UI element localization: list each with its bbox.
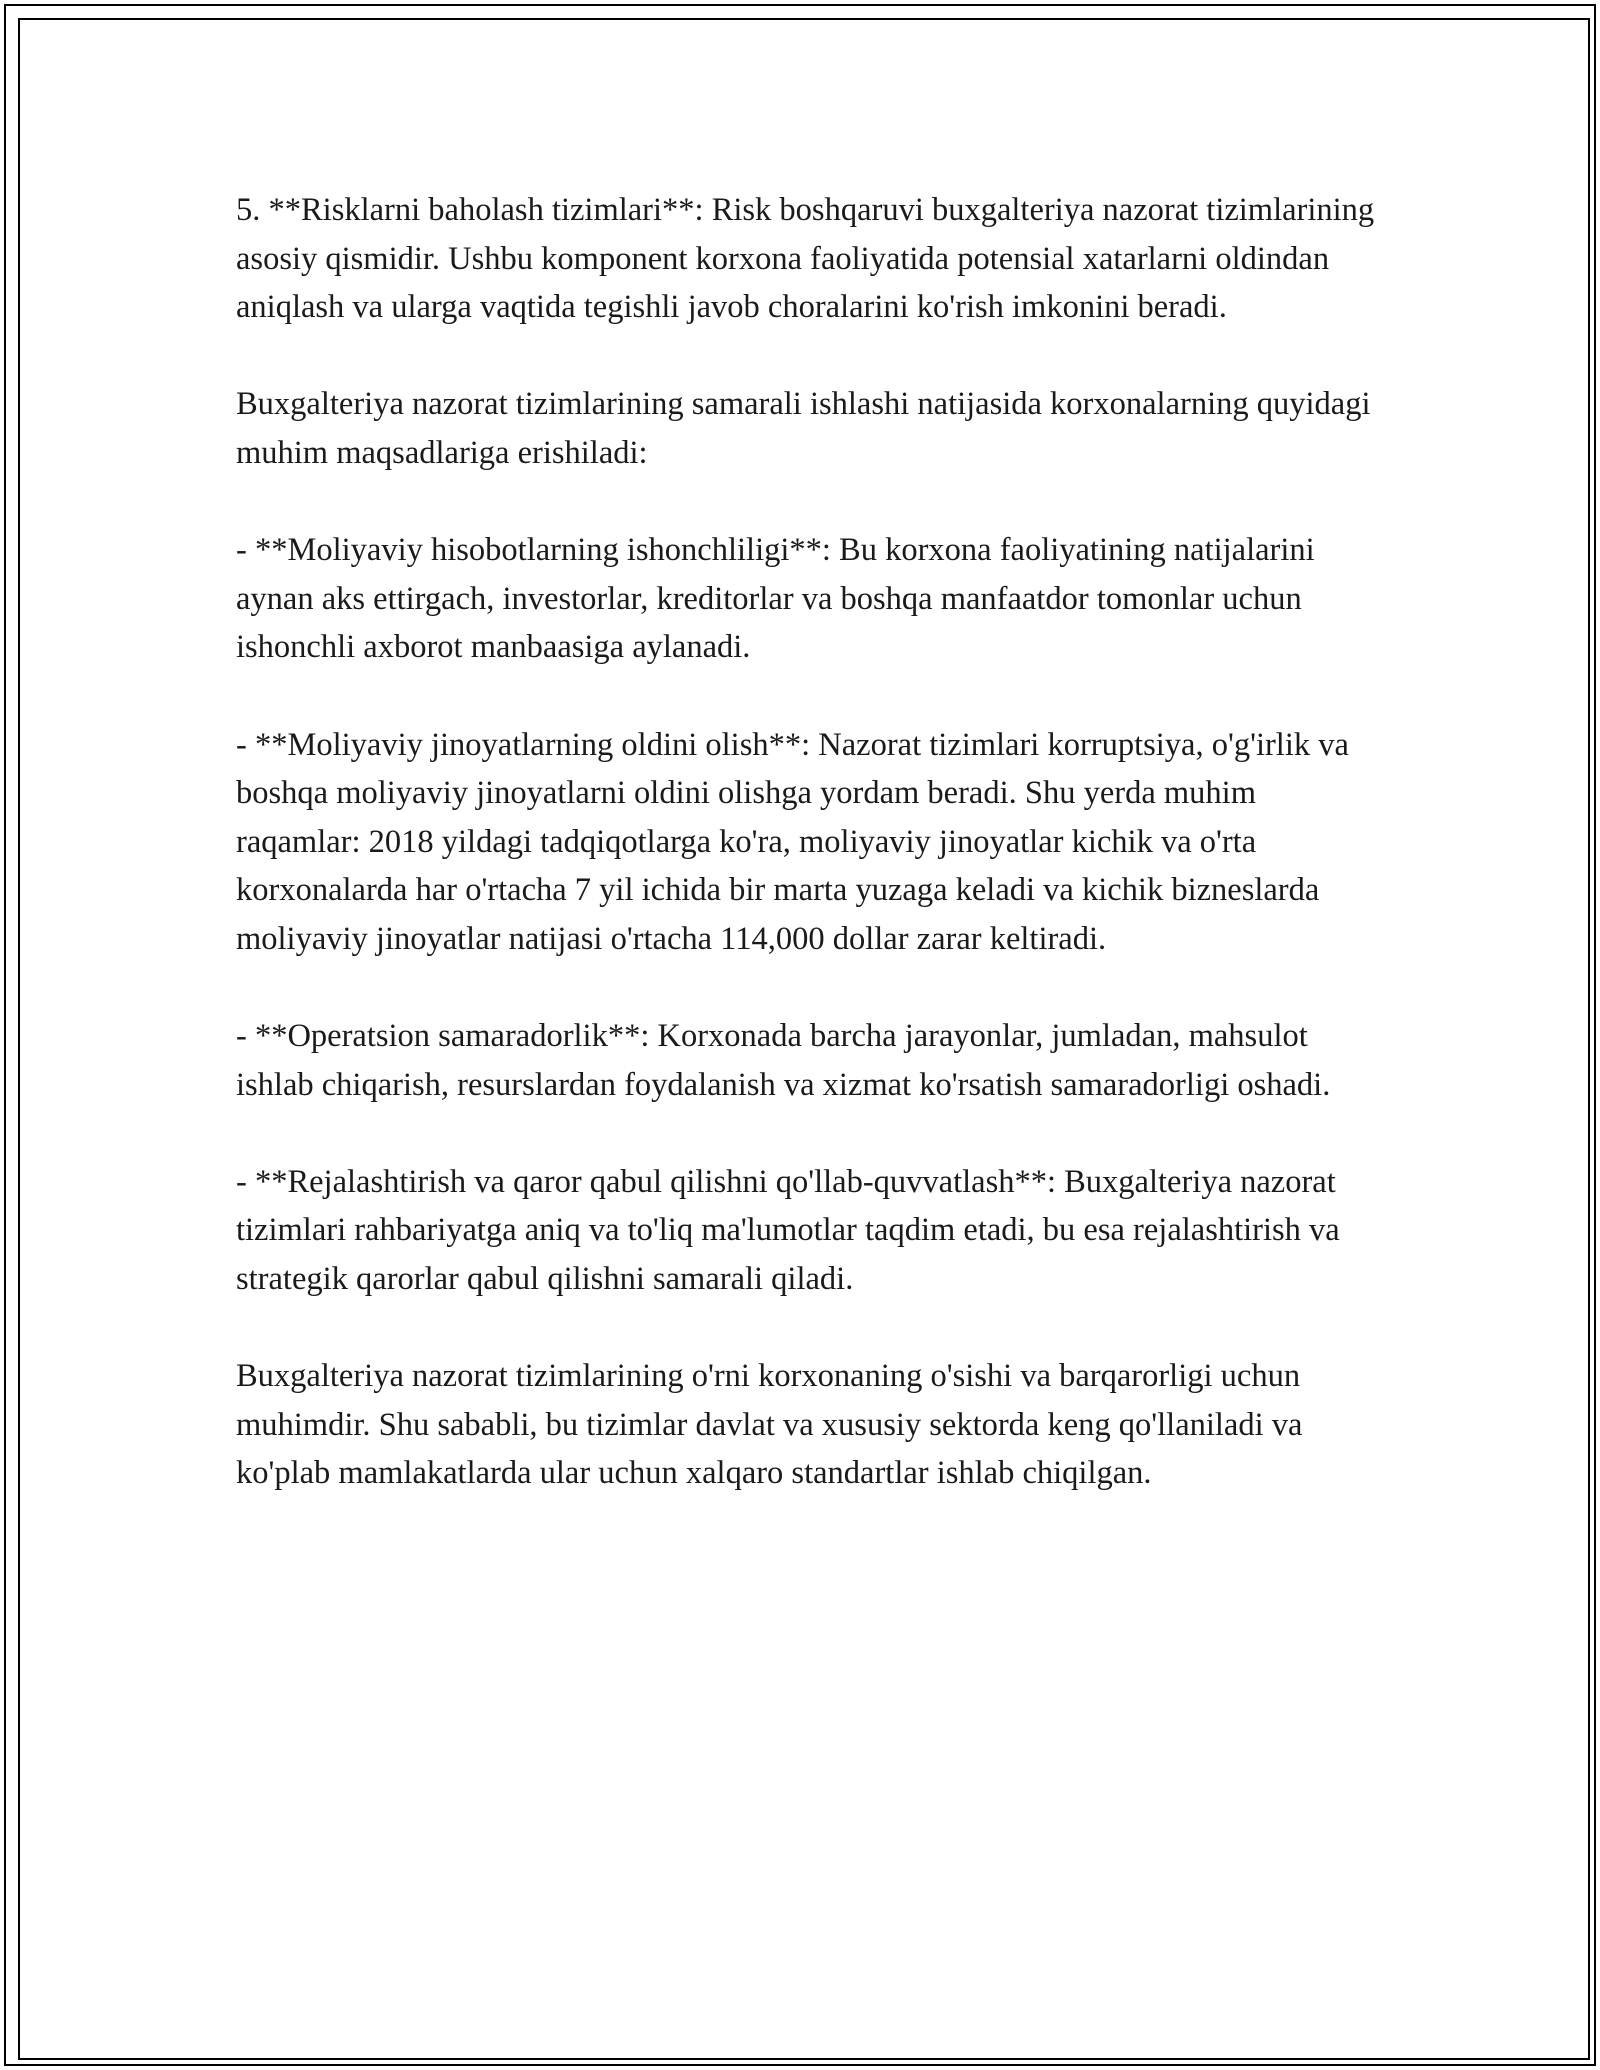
- paragraph-risk-assessment: 5. **Risklarni baholash tizimlari**: Risk boshqaruvi buxgalteriya nazorat tizimlarining asosiy qismidir. Ushbu komponent korxona faoliyatida potensial xatarlarni oldindan aniqlash va ularga vaqtida tegishli javob choralarini ko'rish imkonini beradi.: [236, 192, 1375, 326]
- paragraph-planning-support: - **Rejalashtirish va qaror qabul qilishni qo'llab-quvvatlash**: Buxgalteriya nazorat tizimlari rahbariyatga aniq va to'liq ma'lumotlar taqdim etadi, bu esa rejalashtirish va strategik qarorlar qabul qilishni samarali qiladi.: [236, 1163, 1340, 1298]
- document-body: [236, 186, 1376, 1547]
- paragraph-conclusion: Buxgalteriya nazorat tizimlarining o'rni korxonaning o'sishi va barqarorligi uchun muhimdir. Shu sababli, bu tizimlar davlat va xususiy sektorda keng qo'llaniladi va ko'plab mamlakatlarda ular uchun xalqaro standartlar ishlab chiqilgan.: [236, 1358, 1303, 1492]
- paragraph-financial-reporting: - **Moliyaviy hisobotlarning ishonchliligi**: Bu korxona faoliyatining natijalarini aynan aks ettirgach, investorlar, kreditorlar va boshqa manfaatdor tomonlar uchun ishonchli axborot manbaasiga aylanadi.: [236, 532, 1315, 666]
- paragraph-fraud-prevention: - **Moliyaviy jinoyatlarning oldini olish**: Nazorat tizimlari korruptsiya, o'g'irlik va boshqa moliyaviy jinoyatlarni oldini olishga yordam beradi. Shu yerda muhim raqamlar: 2018 yildagi tadqiqotlarga ko'ra, moliyaviy jinoyatlar kichik va o'rta korxonalarda har o'rtacha 7 yil ichida bir marta yuzaga keladi va kichik bizneslarda moliyaviy jinoyatlar natijasi o'rtacha 114,000 dollar zarar keltiradi.: [236, 726, 1349, 957]
- paragraph-goals-intro: Buxgalteriya nazorat tizimlarining samarali ishlashi natijasida korxonalarning quyidagi muhim maqsadlariga erishiladi:: [236, 386, 1371, 471]
- paragraph-operational-efficiency: - **Operatsion samaradorlik**: Korxonada barcha jarayonlar, jumladan, mahsulot ishlab chiqarish, resurslardan foydalanish va xizmat ko'rsatish samaradorligi oshadi.: [236, 1018, 1331, 1103]
